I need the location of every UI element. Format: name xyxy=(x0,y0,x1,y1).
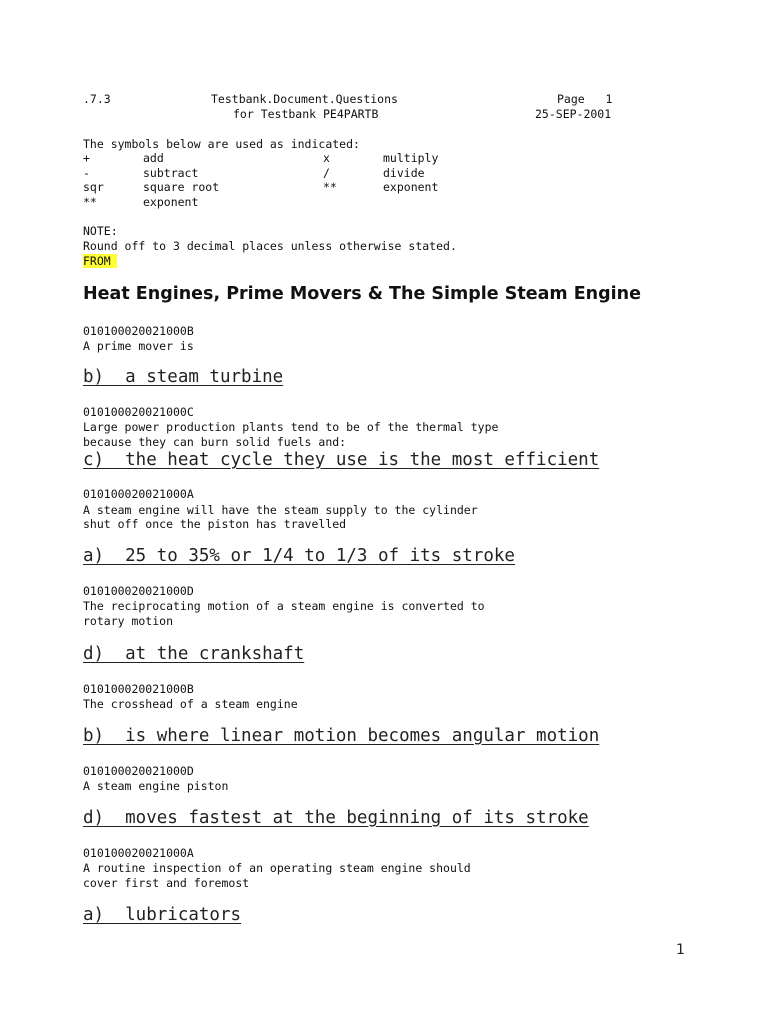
question-code: 010100020021000A xyxy=(83,846,194,860)
answer-text: b) is where linear motion becomes angular motion xyxy=(83,726,600,746)
question-text: Large power production plants tend to be of the thermal type xyxy=(83,420,499,434)
symbol-row xyxy=(83,180,483,195)
question-text: shut off once the piston has travelled xyxy=(83,517,347,531)
question-text: because they can burn solid fuels and: xyxy=(83,435,347,449)
question-code: 010100020021000B xyxy=(83,324,194,338)
symbols-intro: The symbols below are used as indicated: xyxy=(83,137,360,151)
question-text: The crosshead of a steam engine xyxy=(83,697,298,711)
answer-text: b) a steam turbine xyxy=(83,367,284,387)
symbol: + xyxy=(83,151,90,165)
note-text: Round off to 3 decimal places unless otherwise stated. xyxy=(83,239,457,253)
doc-subtitle: for Testbank PE4PARTB xyxy=(233,107,379,121)
symbol-row xyxy=(83,151,483,166)
symbol-desc: subtract xyxy=(143,166,199,180)
question-code: 010100020021000A xyxy=(83,487,194,501)
question-text: A prime mover is xyxy=(83,339,194,353)
note-label: NOTE: xyxy=(83,224,118,238)
from-marker xyxy=(83,254,117,269)
symbol-desc: divide xyxy=(383,166,425,180)
answer-text: c) the heat cycle they use is the most efficient xyxy=(83,450,600,470)
symbol-desc: exponent xyxy=(143,195,199,209)
answer-text: a) lubricators xyxy=(83,905,242,925)
symbol: / xyxy=(323,166,330,180)
question-text: A steam engine piston xyxy=(83,779,229,793)
question-code: 010100020021000C xyxy=(83,405,194,419)
page-number: 1 xyxy=(676,942,685,958)
version-label: .7.3 xyxy=(83,92,111,106)
doc-header-row-2 xyxy=(83,107,623,122)
doc-date: 25-SEP-2001 xyxy=(535,107,612,121)
question-text: cover first and foremost xyxy=(83,876,250,890)
symbol-desc: multiply xyxy=(383,151,439,165)
section-title: Heat Engines, Prime Movers & The Simple Steam Engine xyxy=(83,284,641,304)
page-label: Page 1 xyxy=(557,92,613,106)
symbol-row xyxy=(83,195,483,210)
symbol-row xyxy=(83,166,483,181)
question-text: A routine inspection of an operating steam engine should xyxy=(83,861,471,875)
question-text: rotary motion xyxy=(83,614,174,628)
answer-text: a) 25 to 35% or 1/4 to 1/3 of its stroke xyxy=(83,546,515,566)
symbol: ** xyxy=(323,180,337,194)
symbol: ** xyxy=(83,195,97,209)
doc-title: Testbank.Document.Questions xyxy=(211,92,398,106)
answer-text: d) moves fastest at the beginning of its stroke xyxy=(83,808,589,828)
symbol: - xyxy=(83,166,90,180)
from-highlight: FROM xyxy=(83,254,117,268)
question-code: 010100020021000D xyxy=(83,584,194,598)
symbol-desc: exponent xyxy=(383,180,439,194)
question-code: 010100020021000B xyxy=(83,682,194,696)
symbol-desc: add xyxy=(143,151,164,165)
doc-header-row-1 xyxy=(83,92,623,107)
answer-text: d) at the crankshaft xyxy=(83,644,305,664)
question-text: A steam engine will have the steam supply to the cylinder xyxy=(83,503,478,517)
symbol: sqr xyxy=(83,180,104,194)
question-text: The reciprocating motion of a steam engine is converted to xyxy=(83,599,485,613)
question-code: 010100020021000D xyxy=(83,764,194,778)
symbol-desc: square root xyxy=(143,180,220,194)
symbol: x xyxy=(323,151,330,165)
